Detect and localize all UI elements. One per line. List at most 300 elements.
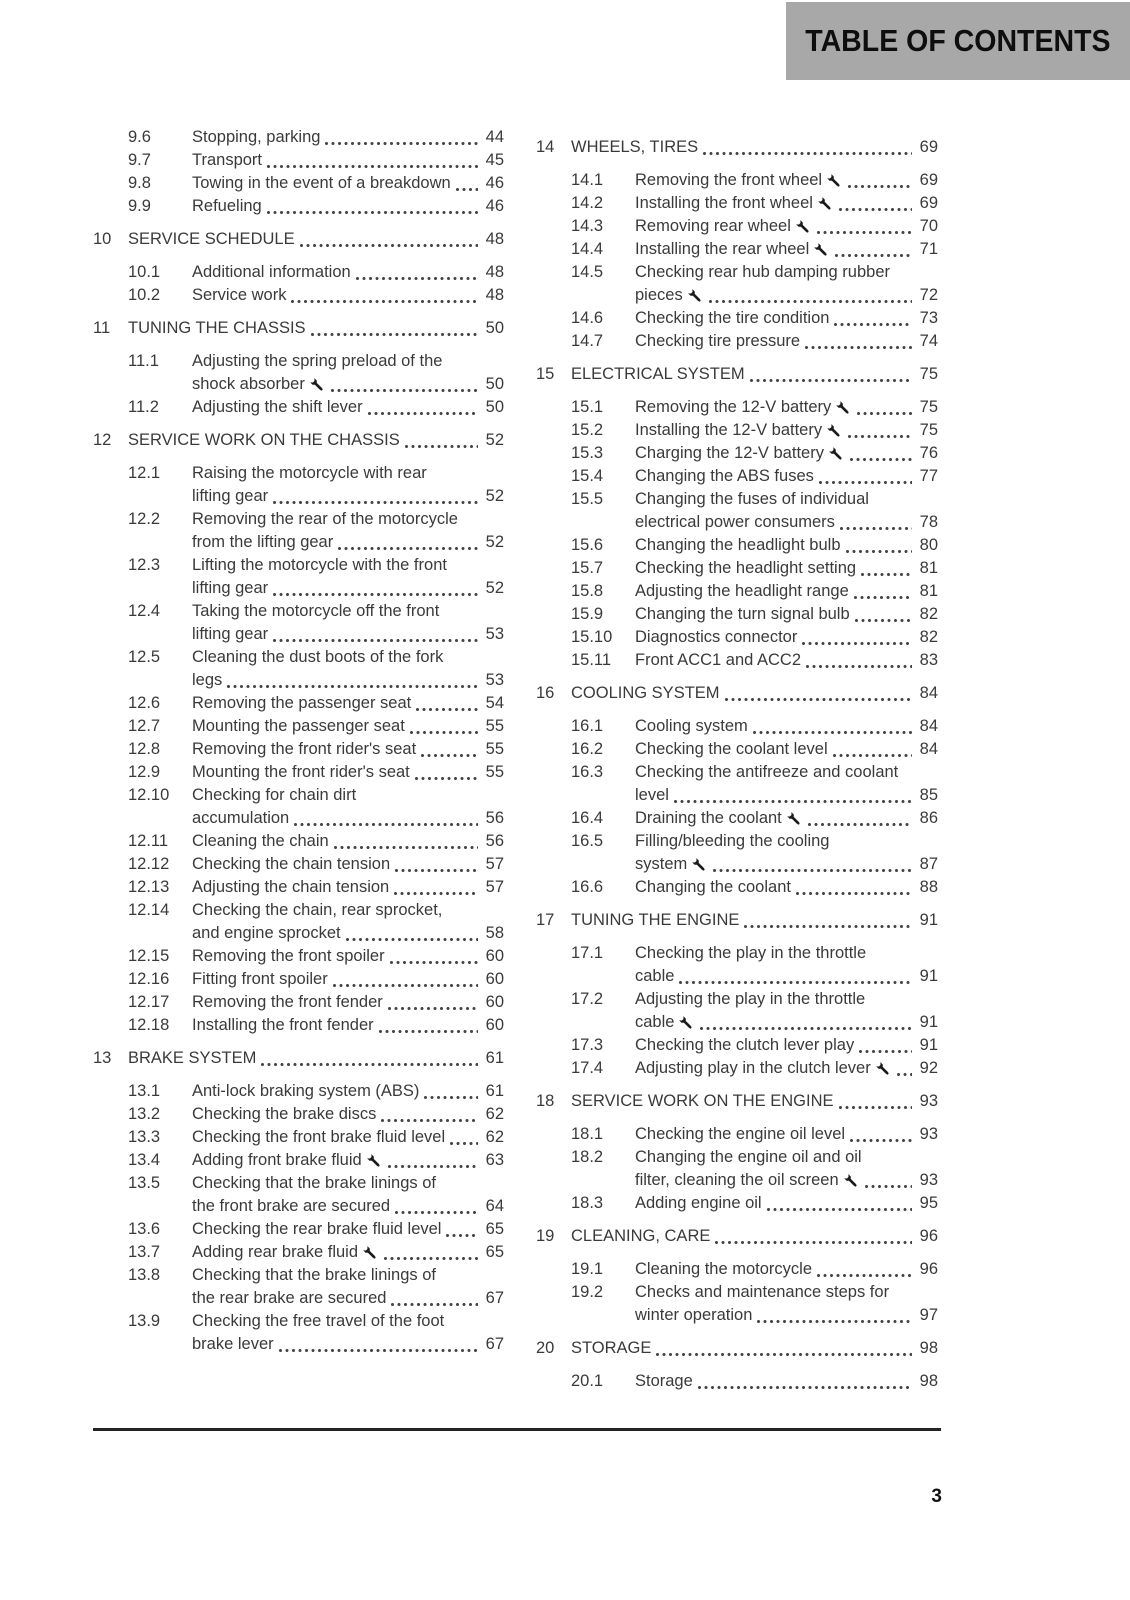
- wrench-icon: [362, 1245, 379, 1262]
- toc-entry-last-line: [192, 761, 504, 784]
- toc-section-entry[interactable]: [536, 169, 938, 192]
- toc-entry-title: Checking the tire condition: [635, 309, 830, 327]
- dotted-leader: [796, 892, 912, 895]
- toc-entry-last-line: [192, 968, 504, 991]
- toc-entry-body: [635, 1192, 938, 1215]
- toc-entry-title: Checking tire pressure: [635, 332, 801, 350]
- toc-entry-title-line: Adjusting the play in the throttle: [635, 990, 866, 1008]
- dotted-leader: [300, 244, 478, 247]
- toc-chapter-entry[interactable]: [536, 136, 938, 159]
- toc-chapter-entry[interactable]: [93, 1047, 504, 1070]
- toc-entry-title-line: Lifting the motorcycle with the front: [192, 556, 447, 574]
- toc-entry-number: 9.7: [128, 151, 151, 169]
- toc-section-entry[interactable]: [536, 192, 938, 215]
- toc-section-entry[interactable]: [536, 942, 938, 988]
- toc-entry-title-line: Checking rear hub damping rubber: [635, 263, 890, 281]
- toc-entry-title: Cooling system: [635, 717, 748, 735]
- toc-section-entry[interactable]: [93, 396, 504, 419]
- toc-section-entry[interactable]: [93, 1264, 504, 1310]
- dotted-leader: [819, 481, 912, 484]
- dotted-leader: [744, 925, 912, 928]
- toc-entry-last-line: [635, 465, 938, 488]
- toc-entry-number: 12.4: [128, 602, 161, 620]
- toc-section-entry[interactable]: [536, 1057, 938, 1080]
- toc-entry-page-number: 80: [919, 536, 938, 554]
- toc-section-entry[interactable]: [536, 876, 938, 899]
- toc-section-entry[interactable]: [93, 261, 504, 284]
- dotted-leader: [368, 412, 478, 415]
- toc-chapter-entry[interactable]: [536, 909, 938, 932]
- toc-entry-body: [635, 330, 938, 353]
- toc-entry-page-number: 91: [919, 911, 938, 929]
- toc-section-entry[interactable]: [536, 442, 938, 465]
- toc-entry-number: 12.17: [128, 993, 170, 1011]
- toc-section-entry[interactable]: [93, 761, 504, 784]
- toc-section-entry[interactable]: [93, 195, 504, 218]
- toc-section-entry[interactable]: [536, 534, 938, 557]
- toc-entry-title: Checking the brake discs: [192, 1105, 377, 1123]
- toc-entry-title: BRAKE SYSTEM: [128, 1049, 257, 1067]
- toc-section-entry[interactable]: [536, 1034, 938, 1057]
- toc-entry-number: 16.5: [571, 832, 604, 850]
- toc-section-entry[interactable]: [536, 580, 938, 603]
- toc-section-entry[interactable]: [536, 488, 938, 534]
- dotted-leader: [379, 1030, 478, 1033]
- toc-entry-page-number: 48: [485, 286, 504, 304]
- toc-entry-body: [571, 1337, 938, 1360]
- toc-entry-last-line: [635, 557, 938, 580]
- toc-entry-title-line: Checking that the brake linings of: [192, 1174, 436, 1192]
- wrench-icon: [843, 1173, 860, 1190]
- dotted-leader: [850, 458, 912, 461]
- dotted-leader: [450, 1142, 478, 1145]
- toc-entry-page-number: 46: [485, 197, 504, 215]
- toc-entry-body: [192, 715, 504, 738]
- toc-entry-number: 12.9: [128, 763, 161, 781]
- toc-entry-title: Installing the front fender: [192, 1016, 374, 1034]
- toc-entry-title: SERVICE SCHEDULE: [128, 230, 295, 248]
- toc-entry-page-number: 44: [485, 128, 504, 146]
- toc-entry-body: [635, 557, 938, 580]
- toc-entry-last-line: [192, 1287, 504, 1310]
- toc-section-entry[interactable]: [536, 307, 938, 330]
- toc-entry-title: Removing the front fender: [192, 993, 383, 1011]
- wrench-icon: [835, 400, 852, 417]
- toc-section-entry[interactable]: [93, 554, 504, 600]
- dotted-leader: [405, 445, 478, 448]
- toc-chapter-entry[interactable]: [536, 1090, 938, 1113]
- toc-entry-body: [635, 238, 938, 261]
- toc-section-entry[interactable]: [93, 968, 504, 991]
- toc-entry-body: [192, 945, 504, 968]
- toc-entry-body: [192, 784, 504, 830]
- toc-section-entry[interactable]: [93, 1149, 504, 1172]
- toc-entry-body: [192, 1241, 504, 1264]
- toc-entry-last-line: [192, 1149, 504, 1172]
- toc-section-entry[interactable]: [93, 149, 504, 172]
- toc-entry-number: 14: [536, 138, 555, 156]
- toc-entry-page-number: 61: [485, 1049, 504, 1067]
- toc-entry-last-line: [192, 172, 504, 195]
- toc-entry-title: Mounting the front rider's seat: [192, 763, 410, 781]
- dotted-leader: [713, 869, 912, 872]
- toc-entry-title: from the lifting gear: [192, 533, 334, 551]
- dotted-leader: [854, 596, 912, 599]
- toc-entry-body: [635, 1057, 938, 1080]
- toc-section-entry[interactable]: [536, 465, 938, 488]
- toc-entry-title: Changing the ABS fuses: [635, 467, 814, 485]
- toc-section-entry[interactable]: [93, 1103, 504, 1126]
- dotted-leader: [839, 1106, 912, 1109]
- toc-entry-last-line: [192, 922, 504, 945]
- toc-entry-body: [192, 396, 504, 419]
- toc-entry-body: [192, 508, 504, 554]
- toc-section-entry[interactable]: [536, 830, 938, 876]
- toc-section-entry[interactable]: [93, 876, 504, 899]
- dotted-leader: [805, 346, 912, 349]
- toc-entry-page-number: 64: [485, 1197, 504, 1215]
- toc-section-entry[interactable]: [536, 715, 938, 738]
- toc-entry-title: cable: [635, 967, 675, 985]
- dotted-leader: [817, 1274, 912, 1277]
- toc-entry-title: TUNING THE CHASSIS: [128, 319, 306, 337]
- toc-entry-page-number: 82: [919, 605, 938, 623]
- toc-entry-body: [635, 488, 938, 534]
- toc-section-entry[interactable]: [536, 761, 938, 807]
- toc-entry-title: Removing the 12-V battery: [635, 398, 832, 416]
- toc-entry-body: [192, 261, 504, 284]
- toc-entry-last-line: [192, 991, 504, 1014]
- toc-entry-number: 10.2: [128, 286, 161, 304]
- dotted-leader: [446, 1234, 478, 1237]
- toc-entry-last-line: [192, 1126, 504, 1149]
- toc-section-entry[interactable]: [536, 649, 938, 672]
- toc-entry-body: [192, 1103, 504, 1126]
- footer-divider: [93, 1428, 941, 1431]
- toc-entry-body: [192, 350, 504, 396]
- toc-entry-title: lifting gear: [192, 487, 269, 505]
- toc-entry-last-line: [635, 511, 938, 534]
- toc-entry-page-number: 93: [919, 1125, 938, 1143]
- toc-entry-number: 15.1: [571, 398, 604, 416]
- toc-entry-body: [192, 284, 504, 307]
- toc-entry-last-line: [635, 649, 938, 672]
- toc-entry-title: Additional information: [192, 263, 351, 281]
- toc-entry-title: Adjusting the chain tension: [192, 878, 390, 896]
- toc-entry-number: 14.2: [571, 194, 604, 212]
- toc-entry-body: [192, 1126, 504, 1149]
- dotted-leader: [835, 254, 912, 257]
- toc-entry-page-number: 69: [919, 194, 938, 212]
- toc-entry-title: Checking the front brake fluid level: [192, 1128, 446, 1146]
- toc-section-entry[interactable]: [536, 330, 938, 353]
- toc-entry-page-number: 67: [485, 1335, 504, 1353]
- toc-section-entry[interactable]: [93, 1014, 504, 1037]
- toc-chapter-entry[interactable]: [93, 228, 504, 251]
- toc-section-entry[interactable]: [93, 738, 504, 761]
- dotted-leader: [334, 846, 478, 849]
- toc-section-entry[interactable]: [93, 853, 504, 876]
- toc-entry-number: 13.2: [128, 1105, 161, 1123]
- toc-entry-page-number: 48: [485, 263, 504, 281]
- toc-entry-page-number: 52: [485, 579, 504, 597]
- toc-entry-body: [635, 988, 938, 1034]
- toc-entry-number: 12.18: [128, 1016, 170, 1034]
- toc-section-entry[interactable]: [536, 807, 938, 830]
- toc-entry-body: [192, 692, 504, 715]
- toc-section-entry[interactable]: [536, 1146, 938, 1192]
- page-header-banner: [786, 2, 1130, 80]
- toc-section-entry[interactable]: [93, 945, 504, 968]
- toc-entry-last-line: [192, 692, 504, 715]
- toc-entry-title: Adding front brake fluid: [192, 1151, 362, 1169]
- toc-entry-last-line: [635, 1011, 938, 1034]
- toc-entry-page-number: 63: [485, 1151, 504, 1169]
- toc-entry-title: Changing the turn signal bulb: [635, 605, 850, 623]
- toc-entry-last-line: [192, 126, 504, 149]
- wrench-icon: [786, 811, 803, 828]
- toc-entry-title: Removing rear wheel: [635, 217, 791, 235]
- toc-entry-page-number: 74: [919, 332, 938, 350]
- toc-entry-last-line: [635, 603, 938, 626]
- toc-entry-title-line: Raising the motorcycle with rear: [192, 464, 427, 482]
- wrench-icon: [309, 377, 326, 394]
- toc-entry-page-number: 73: [919, 309, 938, 327]
- toc-section-entry[interactable]: [536, 1258, 938, 1281]
- toc-entry-page-number: 65: [485, 1243, 504, 1261]
- toc-entry-page-number: 83: [919, 651, 938, 669]
- toc-entry-page-number: 85: [919, 786, 938, 804]
- toc-entry-number: 13.7: [128, 1243, 161, 1261]
- toc-entry-title: legs: [192, 671, 223, 689]
- toc-entry-body: [192, 646, 504, 692]
- dotted-leader: [381, 1119, 478, 1122]
- toc-entry-page-number: 53: [485, 671, 504, 689]
- toc-entry-number: 17: [536, 911, 555, 929]
- toc-entry-last-line: [635, 580, 938, 603]
- toc-entry-number: 18: [536, 1092, 555, 1110]
- toc-entry-number: 18.3: [571, 1194, 604, 1212]
- dotted-leader: [767, 1208, 912, 1211]
- toc-entry-last-line: [192, 715, 504, 738]
- toc-entry-page-number: 50: [485, 398, 504, 416]
- toc-entry-number: 16.2: [571, 740, 604, 758]
- toc-chapter-entry[interactable]: [536, 682, 938, 705]
- toc-entry-page-number: 56: [485, 832, 504, 850]
- toc-entry-page-number: 86: [919, 809, 938, 827]
- toc-entry-title: ELECTRICAL SYSTEM: [571, 365, 745, 383]
- toc-entry-title: Checking the clutch lever play: [635, 1036, 855, 1054]
- toc-entry-last-line: [571, 1337, 938, 1360]
- toc-entry-body: [635, 830, 938, 876]
- toc-section-entry[interactable]: [536, 419, 938, 442]
- toc-entry-body: [192, 1264, 504, 1310]
- toc-entry-number: 10.1: [128, 263, 161, 281]
- toc-entry-page-number: 60: [485, 993, 504, 1011]
- toc-section-entry[interactable]: [93, 784, 504, 830]
- toc-entry-page-number: 54: [485, 694, 504, 712]
- toc-entry-last-line: [192, 807, 504, 830]
- toc-entry-last-line: [635, 192, 938, 215]
- toc-entry-number: 16.3: [571, 763, 604, 781]
- toc-entry-title: and engine sprocket: [192, 924, 341, 942]
- toc-section-entry[interactable]: [536, 238, 938, 261]
- toc-entry-page-number: 75: [919, 365, 938, 383]
- toc-chapter-entry[interactable]: [536, 1337, 938, 1360]
- toc-entry-page-number: 50: [485, 319, 504, 337]
- dotted-leader: [848, 435, 912, 438]
- toc-entry-number: 15.6: [571, 536, 604, 554]
- toc-entry-title: Storage: [635, 1372, 693, 1390]
- toc-entry-last-line: [635, 853, 938, 876]
- toc-entry-number: 13.3: [128, 1128, 161, 1146]
- toc-entry-title: Changing the coolant: [635, 878, 791, 896]
- toc-entry-page-number: 81: [919, 582, 938, 600]
- toc-section-entry[interactable]: [93, 350, 504, 396]
- toc-section-entry[interactable]: [93, 1241, 504, 1264]
- toc-entry-title: pieces: [635, 286, 683, 304]
- toc-section-entry[interactable]: [536, 557, 938, 580]
- dotted-leader: [391, 1303, 478, 1306]
- toc-entry-last-line: [192, 1195, 504, 1218]
- toc-section-entry[interactable]: [93, 126, 504, 149]
- toc-entry-last-line: [192, 1080, 504, 1103]
- toc-entry-title: CLEANING, CARE: [571, 1227, 711, 1245]
- toc-chapter-entry[interactable]: [536, 1225, 938, 1248]
- toc-entry-body: [571, 136, 938, 159]
- toc-entry-title: Installing the rear wheel: [635, 240, 810, 258]
- dotted-leader: [897, 1073, 912, 1076]
- toc-entry-page-number: 52: [485, 431, 504, 449]
- toc-entry-body: [128, 1047, 504, 1070]
- toc-section-entry[interactable]: [536, 1192, 938, 1215]
- dotted-leader: [338, 547, 478, 550]
- toc-section-entry[interactable]: [93, 600, 504, 646]
- toc-section-entry[interactable]: [536, 261, 938, 307]
- toc-entry-last-line: [635, 534, 938, 557]
- toc-entry-page-number: 60: [485, 947, 504, 965]
- toc-entry-last-line: [635, 1370, 938, 1393]
- dotted-leader: [395, 1211, 478, 1214]
- toc-entry-last-line: [635, 1304, 938, 1327]
- toc-entry-number: 15.7: [571, 559, 604, 577]
- toc-entry-number: 12.13: [128, 878, 170, 896]
- dotted-leader: [855, 619, 912, 622]
- dotted-leader: [325, 142, 478, 145]
- toc-chapter-entry[interactable]: [93, 429, 504, 452]
- toc-section-entry[interactable]: [93, 462, 504, 508]
- toc-entry-body: [192, 853, 504, 876]
- toc-entry-title: Changing the headlight bulb: [635, 536, 841, 554]
- toc-entry-last-line: [192, 1218, 504, 1241]
- toc-section-entry[interactable]: [93, 991, 504, 1014]
- toc-entry-number: 19.1: [571, 1260, 604, 1278]
- toc-section-entry[interactable]: [93, 830, 504, 853]
- dotted-leader: [859, 1050, 912, 1053]
- toc-entry-last-line: [192, 531, 504, 554]
- toc-entry-last-line: [635, 307, 938, 330]
- toc-section-entry[interactable]: [536, 215, 938, 238]
- toc-entry-last-line: [635, 1169, 938, 1192]
- toc-entry-body: [128, 317, 504, 340]
- dotted-leader: [806, 665, 912, 668]
- toc-entry-body: [635, 261, 938, 307]
- toc-section-entry[interactable]: [536, 1370, 938, 1393]
- toc-entry-last-line: [192, 396, 504, 419]
- toc-section-entry[interactable]: [536, 603, 938, 626]
- toc-section-entry[interactable]: [93, 172, 504, 195]
- toc-section-entry[interactable]: [93, 1218, 504, 1241]
- toc-entry-body: [635, 396, 938, 419]
- toc-entry-number: 12.8: [128, 740, 161, 758]
- dotted-leader: [679, 981, 912, 984]
- dotted-leader: [421, 754, 478, 757]
- toc-entry-title-line: Filling/bleeding the cooling: [635, 832, 830, 850]
- toc-chapter-entry[interactable]: [536, 363, 938, 386]
- toc-entry-body: [635, 1370, 938, 1393]
- toc-entry-number: 15.4: [571, 467, 604, 485]
- toc-section-entry[interactable]: [536, 626, 938, 649]
- toc-entry-last-line: [635, 238, 938, 261]
- toc-entry-last-line: [635, 807, 938, 830]
- dotted-leader: [700, 1027, 912, 1030]
- toc-entry-page-number: 78: [919, 513, 938, 531]
- toc-entry-body: [192, 830, 504, 853]
- dotted-leader: [333, 984, 478, 987]
- dotted-leader: [394, 892, 478, 895]
- wrench-icon: [813, 242, 830, 259]
- toc-section-entry[interactable]: [93, 508, 504, 554]
- dotted-leader: [834, 323, 912, 326]
- toc-entry-body: [571, 682, 938, 705]
- dotted-leader: [833, 754, 912, 757]
- toc-section-entry[interactable]: [536, 1123, 938, 1146]
- toc-entry-page-number: 88: [919, 878, 938, 896]
- dotted-leader: [273, 639, 478, 642]
- toc-section-entry[interactable]: [93, 284, 504, 307]
- toc-section-entry[interactable]: [536, 738, 938, 761]
- toc-entry-last-line: [635, 1123, 938, 1146]
- toc-entry-last-line: [571, 1225, 938, 1248]
- toc-entry-body: [192, 172, 504, 195]
- toc-section-entry[interactable]: [536, 988, 938, 1034]
- toc-section-entry[interactable]: [93, 646, 504, 692]
- toc-entry-number: 12.11: [128, 832, 169, 850]
- toc-entry-number: 16: [536, 684, 555, 702]
- toc-entry-body: [192, 126, 504, 149]
- toc-section-entry[interactable]: [93, 1080, 504, 1103]
- toc-entry-page-number: 84: [919, 684, 938, 702]
- toc-entry-title: Refueling: [192, 197, 262, 215]
- toc-section-entry[interactable]: [93, 715, 504, 738]
- toc-section-entry[interactable]: [536, 396, 938, 419]
- toc-section-entry[interactable]: [93, 899, 504, 945]
- toc-section-entry[interactable]: [93, 692, 504, 715]
- toc-section-entry[interactable]: [93, 1310, 504, 1356]
- toc-entry-title: Stopping, parking: [192, 128, 321, 146]
- dotted-leader: [846, 550, 912, 553]
- toc-entry-title-line: Taking the motorcycle off the front: [192, 602, 440, 620]
- toc-entry-last-line: [128, 317, 504, 340]
- toc-entry-page-number: 58: [485, 924, 504, 942]
- toc-entry-page-number: 87: [919, 855, 938, 873]
- toc-entry-title: Anti-lock braking system (ABS): [192, 1082, 420, 1100]
- toc-chapter-entry[interactable]: [93, 317, 504, 340]
- toc-section-entry[interactable]: [536, 1281, 938, 1327]
- toc-section-entry[interactable]: [93, 1126, 504, 1149]
- toc-section-entry[interactable]: [93, 1172, 504, 1218]
- toc-entry-title: Service work: [192, 286, 287, 304]
